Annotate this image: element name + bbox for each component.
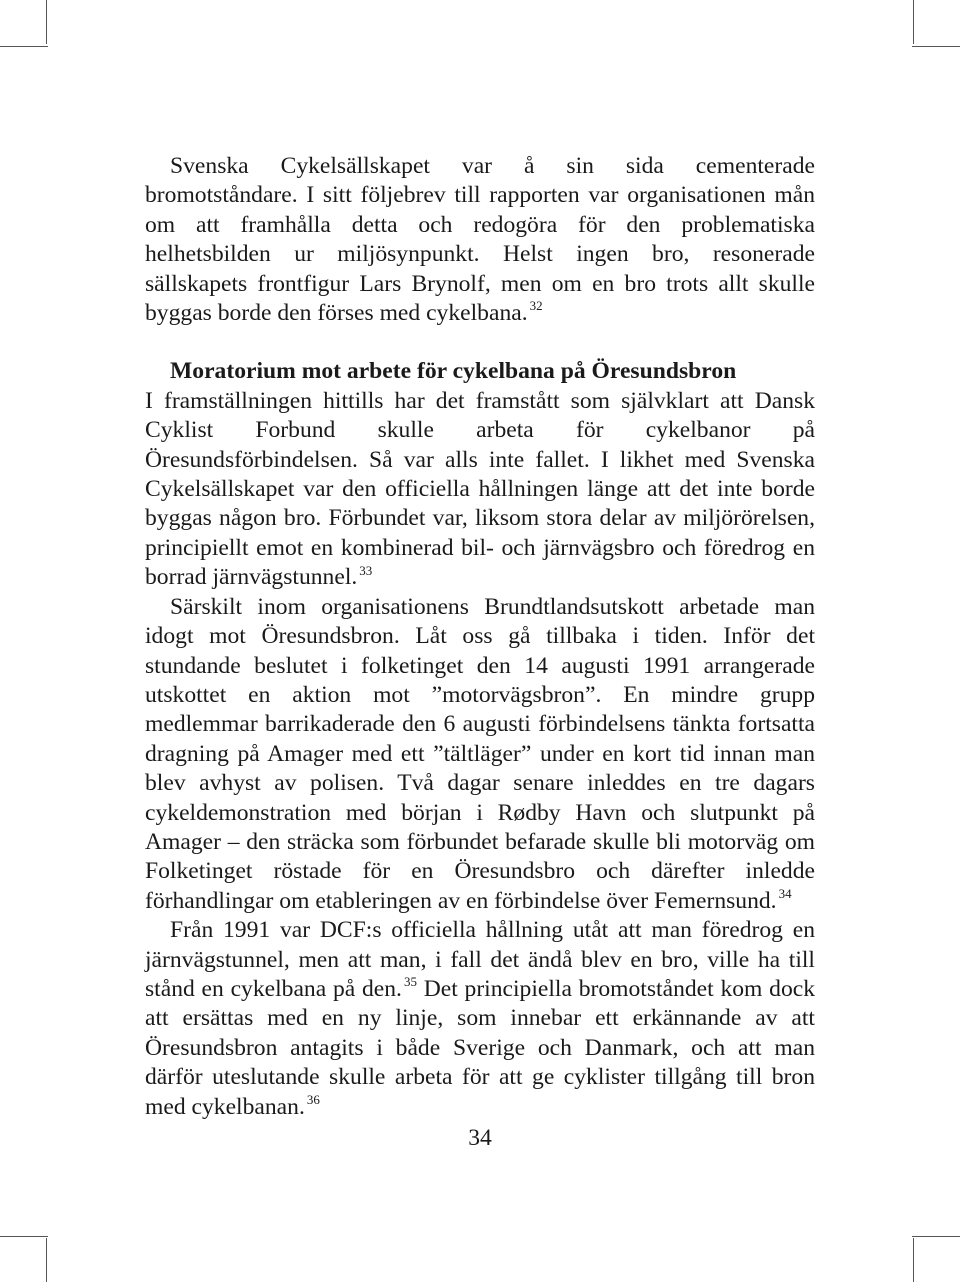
section-paragraph-3-text-b: Det principiella bromotståndet kom dock att ersättas med en ny linje, som innebar ett erkännande av att Öresundsbron antagits i både Sverige och Danmark, och att man därför uteslutande skulle arbeta för att ge cyklister tillgång till bron med cykelbanan. — [145, 975, 816, 1120]
section-paragraph-2-text: Särskilt inom organisationens Brundtlandsutskott arbetade man idogt mot Öresundsbron. Låt oss gå tillbaka i tiden. Inför det stundande beslutet i folketinget den 14 augusti 1991 arrangerade utskottet en aktion mot ”motorvägsbron”. En mindre grupp medlemmar barrikaderade den 6 augusti förbindelsens tänkta fortsatta dragning på Amager med ett ”tältläger” under en kort tid innan man blev avhyst av polisen. Två dagar senare inleddes en tre dagars cykeldemonstration med början i Rødby Havn och slutpunkt på Amager – den sträcka som förbundet befarade skulle bli motorväg om Folketinget röstade för en Öresundsbro och därefter inledde förhandlingar om etableringen av en förbindelse över Femernsund. — [145, 593, 815, 914]
crop-mark-bottom-left-vertical — [46, 1238, 47, 1282]
section-paragraph-1 — [145, 387, 815, 593]
crop-mark-bottom-right-horizontal — [912, 1236, 960, 1237]
page-body — [145, 152, 815, 1122]
page-number: 34 — [468, 1125, 492, 1151]
crop-mark-bottom-left-horizontal — [0, 1236, 48, 1237]
section-paragraph-3 — [145, 916, 815, 1122]
footnote-ref-34[interactable]: 34 — [778, 886, 792, 901]
crop-mark-top-left-horizontal — [0, 46, 48, 47]
section-paragraph-1-text: I framställningen hittills har det framstått som självklart att Dansk Cyklist Forbund skulle arbeta för cykelbanor på Öresundsförbindelsen. Så var alls inte fallet. I likhet med Svenska Cykelsällskapet var den officiella hållningen länge att det inte borde byggas någon bro. Förbundet var, liksom stora delar av miljörörelsen, principiellt emot en kombinerad bil- och järnvägsbro och föredrog en borrad järnvägstunnel. — [145, 387, 815, 591]
section-paragraph-3-text-a: Från 1991 var DCF:s officiella hållning utåt att man föredrog en järnvägstunnel, men att man, i fall det ändå blev en bro, ville ha till stånd en cykelbana på den. — [145, 917, 815, 1002]
intro-paragraph-text: Svenska Cykelsällskapet var å sin sida cementerade bromotståndare. I sitt följebrev till rapporten var organisationen mån om att framhålla detta och redogöra för den problematiska helhetsbilden ur miljösynpunkt. Helst ingen bro, resonerade sällskapets frontfigur Lars Brynolf, men om en bro trots allt skulle byggas borde den förses med cykelbana. — [145, 153, 815, 327]
footnote-ref-32[interactable]: 32 — [529, 298, 543, 314]
crop-mark-top-left-vertical — [46, 0, 47, 44]
intro-paragraph — [145, 152, 815, 328]
section-paragraph-2 — [145, 593, 815, 916]
crop-mark-top-right-vertical — [913, 0, 914, 44]
footnote-ref-33[interactable]: 33 — [359, 562, 373, 578]
footnote-ref-35[interactable]: 35 — [403, 974, 417, 990]
section-heading: Moratorium mot arbete för cykelbana på Öresundsbron — [170, 358, 737, 385]
footnote-ref-36[interactable]: 36 — [306, 1091, 320, 1107]
crop-mark-bottom-right-vertical — [913, 1238, 914, 1282]
crop-mark-top-right-horizontal — [912, 46, 960, 47]
